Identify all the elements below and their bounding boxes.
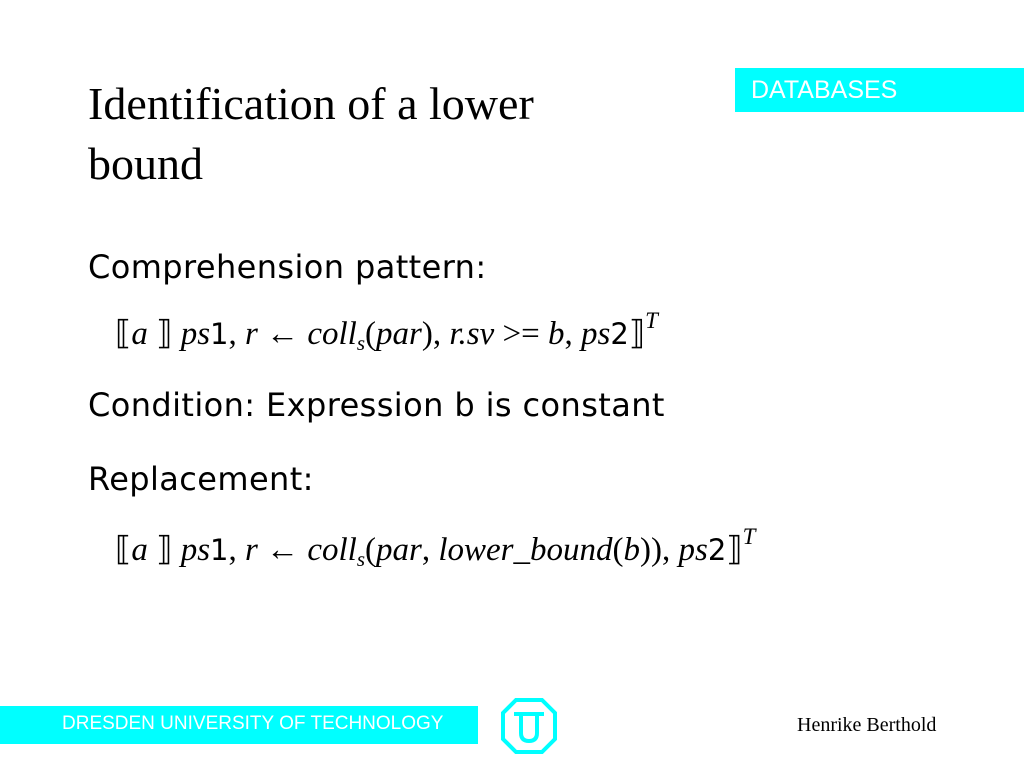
section-tag <box>735 68 1024 112</box>
slide-title: Identification of a lower bound <box>88 78 534 189</box>
replacement-label: Replacement: <box>88 460 314 498</box>
condition-label: Condition: Expression b is constant <box>88 386 665 424</box>
university-name: DRESDEN UNIVERSITY OF TECHNOLOGY <box>62 713 444 734</box>
pattern-label: Comprehension pattern: <box>88 248 487 286</box>
section-tag-label: DATABASES <box>751 76 898 104</box>
pattern-formula: ⟦a ⟧ ps1, r ← coll$_s$(par), r.sv >= b, ps2⟧$^T$ <box>115 308 658 355</box>
author-name: Henrike Berthold <box>797 714 937 736</box>
replacement-formula: ⟦a ⟧ ps1, r ← coll$_s$(par, lower_bound(b)), ps2⟧$^T$ <box>115 524 756 571</box>
tu-dresden-logo-icon <box>500 697 558 755</box>
footer-bar <box>0 706 478 744</box>
